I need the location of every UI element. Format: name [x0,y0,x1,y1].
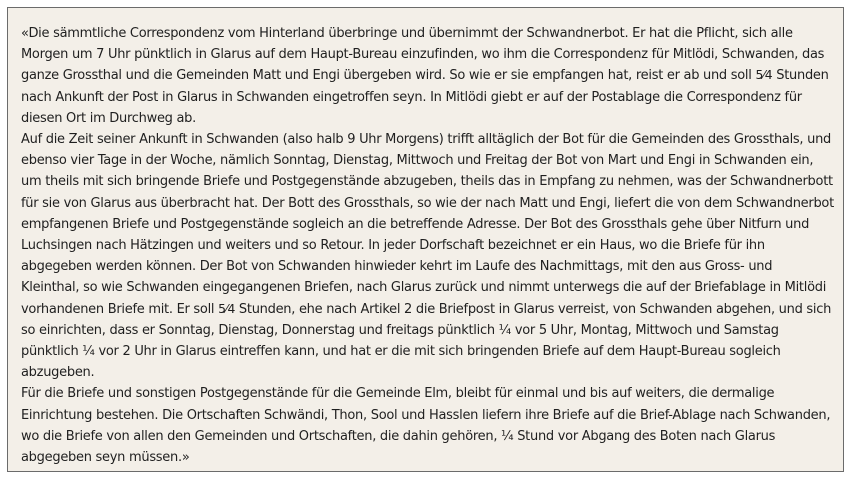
quote-paragraph-3: Für die Briefe und sonstigen Postgegenstände für die Gemeinde Elm, bleibt für einmal und bis auf weiters, die dermalige Einrichtung bestehen. Die Ortschaften Schwändi, Thon, Sool und Hasslen liefern ihre Briefe auf die Brief-Ablage nach Schwanden, wo die Briefe von allen den Gemeinden und Ortschaften, die dahin gehören, ¼ Stund vor Abgang des Boten nach Glarus abgegeben seyn müssen.» [21,386,831,466]
quote-text [21,23,834,468]
paragraph-2-text-a: Auf die Zeit seiner Ankunft in Schwanden (also halb 9 Uhr Morgens) trifft alltäglich der Bot für die Gemeinden des Grossthals, und ebenso vier Tage in der Woche, nämlich Sonntag, Dienstag, Mittwoch und Freitag der Bot von Mart und Engi in Schwanden ein, um theils mit sich bringende Briefe und Postgegenstände abzugeben, theils das in Empfang zu nehmen, was der Schwandnerbott für sie von Glarus aus überbracht hat. Der Bott des Grossthals, so wie der nach Matt und Engi, liefert die von dem Schwandnerbot empfangenen Briefe und Postgegenstände sogleich an die betreffende Adresse. Der Bot des Grossthals gehe über Nitfurn und Luchsingen nach Hätzingen und weiters und so Retour. In jeder Dorfschaft bezeichnet er ein Haus, wo die Briefe für ihn abgegeben werden können. Der Bot von Schwanden hinwieder kehrt im Laufe des Nachmittags, mit den aus Gross- und Kleinthal, so wie Schwanden eingegangenen Briefen, nach Glarus zurück und nimmt unterwegs die auf der Briefablage in Mitlödi vorhandenen Briefe mit. Er soll [21,132,834,317]
quote-paragraph-1 [21,23,834,129]
fraction-five-quarters: 5⁄4 [218,301,236,316]
quote-box [7,7,844,472]
paragraph-1-text-a: «Die sämmtliche Correspondenz vom Hinterland überbringe und übernimmt der Schwandnerbot. Er hat die Pflicht, sich alle Morgen um 7 Uhr pünktlich in Glarus auf dem Haupt-Bureau einzufinden, wo ihm die Correspondenz für Mitlödi, Schwanden, das ganze Grossthal und die Gemeinden Matt und Engi übergeben wird. So wie er sie empfangen hat, reist er ab und soll [21,26,825,84]
paragraph-1-text-b: Stunden nach Ankunft der Post in Glarus in Schwanden eingetroffen seyn. In Mitlödi giebt er auf der Postablage die Correspondenz für diesen Ort im Durchweg ab. [21,68,829,126]
quote-paragraph-2 [21,129,834,383]
fraction-five-quarters: 5⁄4 [755,68,773,83]
paragraph-2-text-b: Stunden, ehe nach Artikel 2 die Briefpost in Glarus verreist, von Schwanden abgehen, und sich so einrichten, dass er Sonntag, Dienstag, Donnerstag und freitags pünktlich ¼ vor 5 Uhr, Montag, Mittwoch und Samstag pünktlich ¼ vor 2 Uhr in Glarus eintreffen kann, und hat er die mit sich bringenden Briefe auf dem Haupt-Bureau sogleich abzugeben. [21,301,832,381]
